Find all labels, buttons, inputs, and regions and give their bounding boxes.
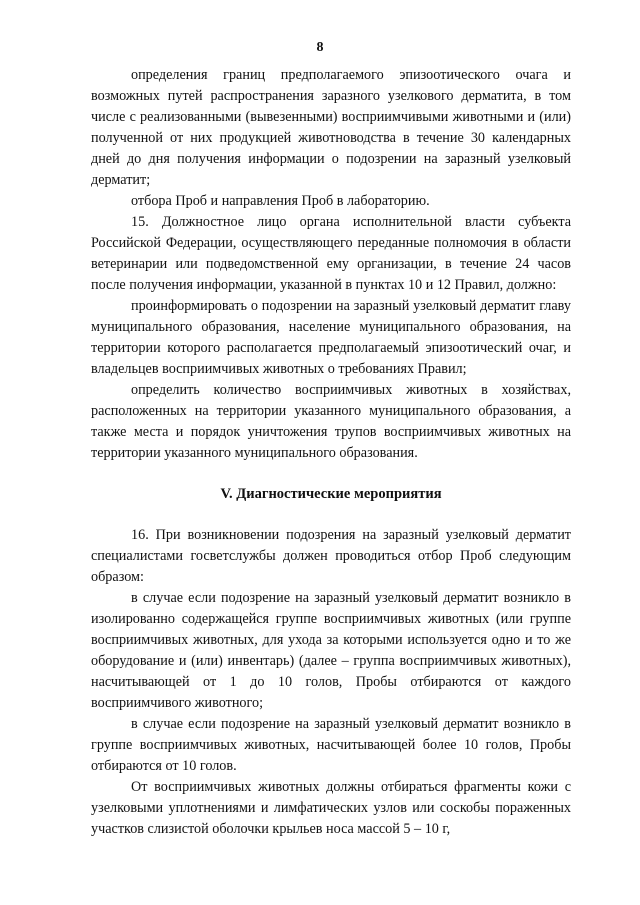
page-number: 8 xyxy=(316,40,324,55)
paragraph-15: 15. Должностное лицо органа исполнительной власти субъекта Российской Федерации, осуществляющего переданные полномочия в области ветеринарии или подведомственной ему организации, в течение 24 часов после получения информации, указанной в пунктах 10 и 12 Правил, должно: xyxy=(91,214,571,293)
paragraph-16: 16. При возникновении подозрения на заразный узелковый дерматит специалистами госветслужбы должен проводиться отбор Проб следующим образом: xyxy=(91,527,571,585)
paragraph-determine-boundaries: определения границ предполагаемого эпизоотического очага и возможных путей распространения заразного узелкового дерматита, в том числе с реализованными (вывезенными) восприимчивыми животными и (или) полученной от них продукцией животноводства в течение 30 календарных дней до дня получения информации о подозрении на заразный узелковый дерматит; xyxy=(91,67,571,188)
paragraph-fragments: От восприимчивых животных должны отбираться фрагменты кожи с узелковыми уплотнениями и лимфатических узлов или соскобы пораженных участков слизистой оболочки крыльев носа массой 5 – 10 г, xyxy=(91,779,571,837)
paragraph-inform: проинформировать о подозрении на заразный узелковый дерматит главу муниципального образования, население муниципального образования, на территории которого располагается предполагаемый эпизоотический очаг, и владельцев восприимчивых животных о требованиях Правил; xyxy=(91,298,571,377)
paragraph-case-small-group: в случае если подозрение на заразный узелковый дерматит возникло в изолированно содержащейся группе восприимчивых животных (или группе восприимчивых животных, для ухода за которыми используется одно и то же оборудование и (или) инвентарь) (далее – группа восприимчивых животных), насчитывающей от 1 до 10 голов, Пробы отбираются от каждого восприимчивого животного; xyxy=(91,590,571,711)
paragraph-sample-selection: отбора Проб и направления Проб в лабораторию. xyxy=(131,193,430,209)
document-body xyxy=(91,65,571,840)
section-title: V. Диагностические мероприятия xyxy=(220,486,442,502)
paragraph-determine-count: определить количество восприимчивых животных в хозяйствах, расположенных на территории указанного муниципального образования, а также места и порядок уничтожения трупов восприимчивых животных на территории указанного муниципального образования. xyxy=(91,382,571,461)
paragraph-case-large-group: в случае если подозрение на заразный узелковый дерматит возникло в группе восприимчивых животных, насчитывающей более 10 голов, Пробы отбираются от 10 голов. xyxy=(91,716,571,774)
